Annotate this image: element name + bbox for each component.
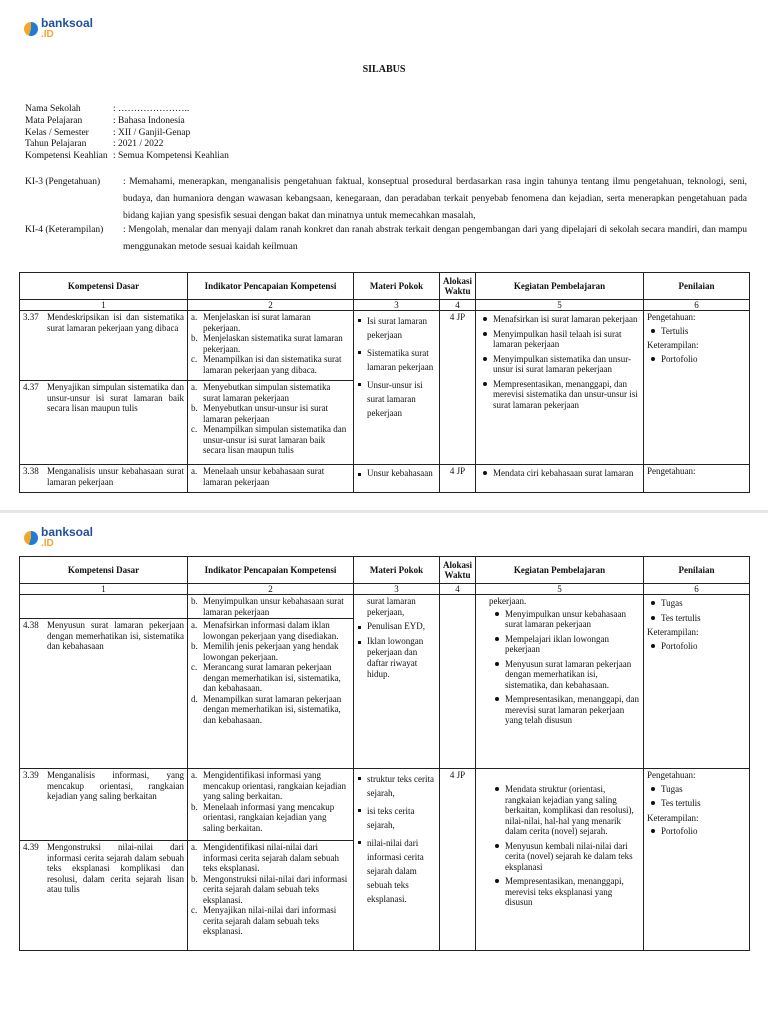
header-indikator: Indikator Pencapaian Kompetensi [188,557,354,584]
kegiatan-item: Mendata struktur (orientasi, rangkaian kejadian yang saling berkaitan, komplikasi dan resolusi), nilai-nilai, hal-hal yang menarik dalam cerita (novel) sejarah. [505,784,640,837]
kd-number: 3.39 [23,770,39,780]
kd-number: 3.38 [23,466,39,476]
penilaian-item: Tugas [661,784,746,795]
logo-brand-sub: .ID [41,29,54,40]
kd-text: Menyusun surat lamaran pekerjaan dengan memerhatikan isi, sistematika dan kebahasaan [47,620,184,651]
penilaian-cell [644,311,750,465]
materi-item: Isi surat lamaran pekerjaan [367,314,436,342]
kegiatan-cell [476,769,644,951]
indicator-item: a. Menelaah unsur kebahasaan surat lamaran pekerjaan [191,466,325,487]
kegiatan-cell [476,595,644,769]
kd-number: 4.38 [23,620,39,630]
header-indikator: Indikator Pencapaian Kompetensi [188,273,354,300]
indicator-item: c. Menampilkan isi dan sistematika surat lamaran pekerjaan yang dibaca. [191,354,342,375]
indicator-cell [188,619,354,769]
kegiatan-item: Menyimpulkan sistematika dan unsur-unsur isi surat lamaran pekerjaan [493,354,640,375]
syllabus-table-2 [19,556,750,951]
kegiatan-item: Mempresentasikan, menanggapi, merevisi teks eksplanasi yang disusun [505,876,640,908]
indicator-item: b. Memilih jenis pekerjaan yang hendak lowongan pekerjaan. [191,641,339,662]
logo-brand-main: banksoal [41,16,94,30]
ki3-text: : Memahami, menerapkan, menganalisis pengetahuan faktual, konseptual prosedural berdasarkan rasa ingin tahunya tentang ilmu pengetahuan, teknologi, seni, budaya, dan humaniora dengan wawasan kebangsaan, kenegaraan, dan peradaban terkait penyebab fenomena dan kejadian, serta menerapkan pengetahuan pada bidang kajian yang spesisfik sesuai dengan bakat dan minatnya untuk memecahkan masalah, [123,177,747,221]
materi-cell [354,465,440,493]
indicator-item: b. Menelaah informasi yang mencakup orientasi, rangkaian kejadian yang saling berkaitan. [191,801,335,833]
logo-brand-sub: .ID [41,538,54,549]
kegiatan-item: Menyimpulkan hasil telaah isi surat lamaran pekerjaan [493,329,640,350]
ki4-text: : Mengolah, menalar dan menyaji dalam ranah konkret dan ranah abstrak terkait dengan pengembangan dari yang dipelajari di sekolah secara mandiri, dan mampu menggunakan metode sesuai kaidah keilmuan [123,225,747,252]
kegiatan-cell [476,311,644,465]
penilaian-item: Portofolio [661,641,746,652]
indicator-item: b. Menyimpulkan unsur kebahasaan surat lamaran pekerjaan [191,596,344,617]
indicator-item: a. Menafsirkan informasi dalam iklan lowongan pekerjaan yang disediakan. [191,620,339,641]
indicator-item: a. Mengidentifikasi nilai-nilai dari informasi cerita sejarah dalam sebuah teks eksplanasi. [191,842,339,873]
page-title: SILABUS [362,64,406,75]
kd-cell [20,465,188,493]
indicator-item: c. Menampilkan simpulan sistematika dan unsur-unsur isi surat lamaran baik secara lisan maupun tulis [191,424,347,455]
kd-text: Menganalisis unsur kebahasaan surat lamaran pekerjaan [47,466,184,487]
kd-cell [20,769,188,841]
indicator-item: a. Mengidentifikasi informasi yang mencakup orientasi, rangkaian kejadian yang saling berkaitan. [191,770,346,801]
materi-item: struktur teks cerita sejarah, [367,772,436,800]
header-kompetensi-dasar: Kompetensi Dasar [20,557,188,584]
indicator-item: c. Menyajikan nilai-nilai dari informasi cerita sejarah dalam sebuah teks eksplanasi. [191,905,337,936]
column-number: 3 [354,300,440,311]
kd-text: Menganalisis informasi, yang mencakup orientasi, rangkaian kejadian yang saling berkaitan [47,770,184,801]
kd-cell [20,841,188,951]
ki4-block [25,222,747,256]
penilaian-item: Portofolio [661,826,746,837]
meta-label: Nama Sekolah [25,104,81,114]
kd-number: 3.37 [23,312,39,322]
penilaian-label: Keterampilan: [647,812,699,823]
indicator-item: a. Menyebutkan simpulan sistematika surat lamaran pekerjaan [191,382,331,403]
waktu-cell: 4 JP [440,465,476,493]
materi-item: Penulisan EYD, [367,621,436,632]
header-kegiatan: Kegiatan Pembelajaran [476,273,644,300]
indicator-item: a. Menjelaskan isi surat lamaran pekerjaan. [191,312,311,333]
column-number: 5 [476,300,644,311]
logo-brand-main: banksoal [41,525,94,539]
penilaian-item: Tes tertulis [661,613,746,624]
column-number: 1 [20,300,188,311]
penilaian-item: Tertulis [661,326,746,337]
penilaian-label: Keterampilan: [647,627,699,637]
kd-cell [20,619,188,769]
column-number: 2 [188,300,354,311]
waktu-cell: 4 JP [440,311,476,465]
indicator-cell [188,769,354,841]
meta-value: : XII / Ganjil-Genap [113,127,191,138]
materi-cell [354,769,440,951]
penilaian-label: Pengetahuan: [647,770,696,780]
penilaian-label: Keterampilan: [647,340,699,350]
banksoal-logo [24,18,93,40]
document-page-1 [0,0,768,510]
header-penilaian: Penilaian [644,273,750,300]
materi-item: Unsur-unsur isi surat lamaran pekerjaan [367,378,436,420]
header-alokasi: Alokasi Waktu [440,557,476,584]
header-materi: Materi Pokok [354,273,440,300]
column-number: 6 [644,300,750,311]
column-number: 4 [440,300,476,311]
materi-item: nilai-nilai dari informasi cerita sejarah dalam sebuah teks eksplanasi. [367,836,436,906]
penilaian-label: Pengetahuan: [647,312,696,322]
indicator-cell [188,595,354,619]
header-penilaian: Penilaian [644,557,750,584]
kegiatan-item: Menyusun kembali nilai-nilai dari cerita (novel) sejarah ke dalam teks eksplanasi [505,841,640,873]
penilaian-cell [644,769,750,951]
kegiatan-item: Menafsirkan isi surat lamaran pekerjaan [493,314,640,325]
meta-label: Kompetensi Keahlian [25,151,108,162]
materi-cell [354,595,440,769]
column-number: 5 [476,584,644,595]
kegiatan-item: Menyusun surat lamaran pekerjaan dengan memerhatikan isi, sistematika, dan kebahasaan. [505,659,640,691]
kd-text: Mengonstruksi nilai-nilai dari informasi cerita sejarah dalam sebuah teks eksplanasi komplikasi dan resolusi, dalam cerita sejarah lisan atau tulis [47,842,184,894]
banksoal-logo-icon [24,22,38,36]
meta-value: : Bahasa Indonesia [113,115,185,126]
waktu-cell [440,595,476,769]
syllabus-table-1 [19,272,750,493]
ki4-label: KI-4 (Keterampilan) [25,225,104,235]
kd-text: Menyajikan simpulan sistematika dan unsur-unsur isi surat lamaran baik secara lisan maupun tulis [47,382,184,413]
kegiatan-item: Mempelajari iklan lowongan pekerjaan [505,634,640,655]
banksoal-logo [24,527,93,549]
indicator-cell [188,465,354,493]
school-info [25,104,229,163]
kegiatan-item: Mempresentasikan, menanggapi, dan merevisi surat lamaran pekerjaan yang telah disusun [505,694,639,725]
kegiatan-item: Mempresentasikan, menanggapi, dan merevisi sistematika dan unsur-unsur isi surat lamaran pekerjaan [493,379,640,411]
waktu-cell: 4 JP [440,769,476,951]
indicator-item: c. Merancang surat lamaran pekerjaan dengan memerhatikan isi, sistematika, dan kebahasaan. [191,662,341,693]
ki3-label: KI-3 (Pengetahuan) [25,177,101,187]
penilaian-cell: Pengetahuan: [644,465,750,493]
meta-label: Kelas / Semester [25,127,89,138]
indicator-item: b. Menyebutkan unsur-unsur isi surat lamaran pekerjaan [191,403,329,424]
meta-value: : Semua Kompetensi Keahlian [113,151,229,162]
penilaian-item: Tugas [661,598,746,609]
kd-cell [20,311,188,381]
indicator-item: b. Mengonstruksi nilai-nilai dari informasi cerita sejarah dalam sebuah teks eksplanasi. [191,873,348,905]
header-materi: Materi Pokok [354,557,440,584]
document-page-2 [0,510,768,1027]
materi-cell [354,311,440,465]
indicator-cell [188,841,354,951]
penilaian-item: Portofolio [661,354,746,365]
kd-number: 4.37 [23,382,39,392]
penilaian-cell [644,595,750,769]
header-kompetensi-dasar: Kompetensi Dasar [20,273,188,300]
column-number: 3 [354,584,440,595]
indicator-item: d. Menampilkan surat lamaran pekerjaan dengan memerhatikan isi, sistematika, dan kebahasaan. [191,693,342,725]
materi-item: Sistematika surat lamaran pekerjaan [367,346,436,374]
materi-item: Iklan lowongan pekerjaan dan daftar riwayat hidup. [367,636,436,680]
kegiatan-item: Menyimpulkan unsur kebahasaan surat lamaran pekerjaan [505,609,640,630]
header-alokasi: Alokasi Waktu [440,273,476,300]
materi-continued: surat lamaran pekerjaan, [367,596,416,617]
meta-label: Tahun Pelajaran [25,139,87,150]
column-number: 6 [644,584,750,595]
kd-number: 4.39 [23,842,39,852]
materi-item: isi teks cerita sejarah, [367,804,436,832]
column-number: 1 [20,584,188,595]
ki3-block [25,174,747,225]
materi-item: Unsur kebahasaan [367,468,436,479]
penilaian-item: Tes tertulis [661,798,746,809]
column-number: 2 [188,584,354,595]
indicator-cell [188,311,354,381]
meta-label: Mata Pelajaran [25,115,83,126]
kegiatan-continued: pekerjaan. [489,596,527,606]
kd-text: Mendeskripsikan isi dan sistematika surat lamaran pekerjaan yang dibaca [47,312,184,333]
banksoal-logo-icon [24,531,38,545]
kd-cell [20,381,188,465]
indicator-item: b. Menjelaskan sistematika surat lamaran pekerjaan. [191,333,343,354]
column-number: 4 [440,584,476,595]
meta-value: : 2021 / 2022 [113,139,164,150]
kd-cell [20,595,188,619]
kegiatan-cell [476,465,644,493]
meta-value: : ………………….. [113,104,190,114]
kegiatan-item: Mendata ciri kebahasaan surat lamaran [493,468,640,479]
indicator-cell [188,381,354,465]
header-kegiatan: Kegiatan Pembelajaran [476,557,644,584]
